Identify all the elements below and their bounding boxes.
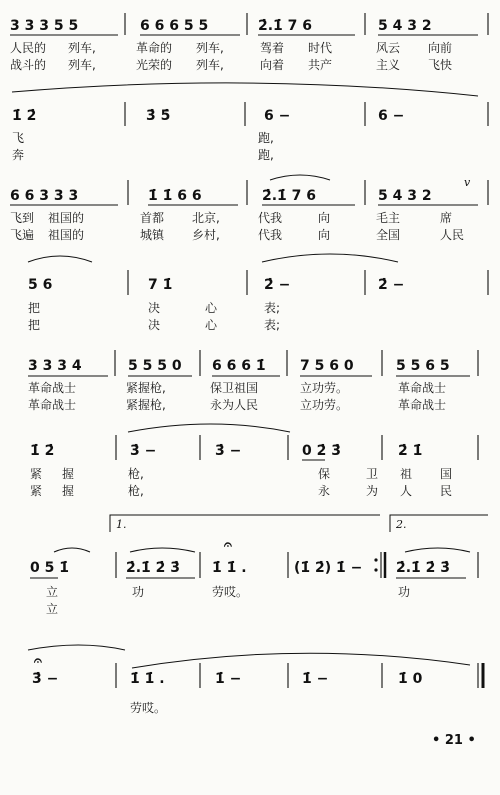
- system-1: [10, 13, 488, 72]
- lyric: 首都: [140, 211, 165, 225]
- measure-4-2: 7 1̇: [148, 277, 173, 293]
- lyric: 飞: [12, 131, 25, 145]
- page-number: • 21 •: [432, 733, 476, 748]
- measure-6-2: 3̇ −: [130, 443, 157, 459]
- volta-1-bracket: [110, 515, 380, 532]
- breath-mark: v: [464, 176, 471, 189]
- lyric: 革命战士: [398, 398, 447, 412]
- lyric: 全国: [376, 228, 401, 242]
- measure-7-3: 1̇ 1̇ .: [212, 560, 247, 576]
- slur: [128, 424, 290, 432]
- lyric: 表;: [264, 318, 281, 332]
- lyric: 祖: [400, 467, 413, 481]
- lyric: 革命战士: [28, 381, 77, 395]
- lyric: 奔: [12, 148, 25, 162]
- lyric: 代我: [258, 211, 283, 225]
- lyric: 功: [132, 585, 145, 599]
- lyric: 把: [28, 301, 41, 315]
- lyric: 祖国的: [48, 211, 85, 225]
- measure-2-4: 6 −: [378, 108, 405, 124]
- lyric: 民: [440, 484, 453, 498]
- measure-1-3: 2̇.1̇ 7 6: [258, 18, 313, 34]
- lyric: 心: [205, 318, 218, 332]
- lyric: 心: [205, 301, 218, 315]
- slur: [405, 548, 470, 552]
- lyric: 时代: [308, 41, 333, 55]
- slur: [132, 653, 470, 668]
- measure-5-1: 3 3 3 4: [28, 358, 82, 374]
- measure-7-5: 2̇.1̇ 2̇ 3̇: [396, 560, 451, 576]
- lyric: 握: [62, 484, 75, 498]
- slur: [28, 645, 125, 650]
- measure-1-4: 5 4 3 2: [378, 18, 432, 34]
- measure-8-1: 3̇ −: [32, 671, 59, 687]
- measure-8-4: 1̇ −: [302, 671, 329, 687]
- measure-6-3: 3̇ −: [215, 443, 242, 459]
- lyric: 紧: [30, 484, 43, 498]
- measure-4-3: 2̇ −: [264, 277, 291, 293]
- lyric: 决: [148, 318, 161, 332]
- lyric: 永: [318, 484, 331, 498]
- lyric: 功: [398, 585, 411, 599]
- lyric: 席: [440, 211, 453, 225]
- lyric: 跑,: [258, 131, 274, 145]
- lyric: 卫: [366, 467, 379, 481]
- lyric: 革命战士: [28, 398, 77, 412]
- fermata-icon: 𝄐: [224, 537, 232, 553]
- lyric: 国: [440, 467, 453, 481]
- volta-1-label: 1.: [116, 518, 127, 531]
- lyric: 列车,: [68, 58, 96, 72]
- fermata-icon: 𝄐: [34, 653, 42, 669]
- repeat-dot: [374, 558, 377, 561]
- measure-6-4: 0 2̇ 3̇: [302, 443, 341, 459]
- lyric: 列车,: [196, 41, 224, 55]
- lyric: 立: [46, 585, 59, 599]
- measure-1-1: 3 3 3 5 5: [10, 18, 79, 34]
- lyric: 保卫祖国: [210, 381, 259, 395]
- lyric: 立功劳。: [300, 398, 349, 412]
- slur: [130, 548, 195, 552]
- lyric: 光荣的: [136, 58, 173, 72]
- lyric: 跑,: [258, 148, 274, 162]
- lyric: 飞遍: [10, 228, 35, 242]
- lyric: 把: [28, 318, 41, 332]
- slur: [54, 548, 90, 552]
- measure-3-4: 5 4 3 2: [378, 188, 432, 204]
- measure-5-3: 6 6 6 1̇: [212, 358, 266, 374]
- system-8: [28, 645, 483, 715]
- measure-3-2: 1̇ 1̇ 6 6: [148, 188, 202, 204]
- measure-4-4: 2̇ −: [378, 277, 405, 293]
- measure-2-3: 6 −: [264, 108, 291, 124]
- lyric: 城镇: [140, 228, 165, 242]
- lyric: 紧握枪,: [126, 398, 166, 412]
- slur: [262, 254, 398, 262]
- lyric: 驾着: [260, 41, 285, 55]
- measure-1-2: 6 6 6 5 5: [140, 18, 209, 34]
- repeat-dot: [374, 568, 377, 571]
- system-4: [28, 254, 488, 332]
- lyric: 乡村,: [192, 228, 220, 242]
- system-2: [12, 83, 488, 162]
- slur: [12, 83, 478, 96]
- measure-3-3: 2̇.1̇ 7 6: [262, 188, 317, 204]
- lyric: 向: [318, 211, 331, 225]
- lyric: 握: [62, 467, 75, 481]
- lyric: 表;: [264, 301, 281, 315]
- lyric: 战斗的: [10, 58, 47, 72]
- lyric: 立功劳。: [300, 381, 349, 395]
- lyric: 列车,: [196, 58, 224, 72]
- lyric: 保: [318, 467, 331, 481]
- measure-6-1: 1̇ 2̇: [30, 443, 55, 459]
- lyric: 向着: [260, 58, 285, 72]
- lyric: 飞到: [10, 211, 35, 225]
- lyric: 代我: [258, 228, 283, 242]
- lyric: 人民: [440, 228, 465, 242]
- measure-2-2: 3̇ 5̇: [146, 108, 171, 124]
- lyric: 人: [400, 484, 413, 498]
- measure-4-1: 5 6: [28, 277, 53, 293]
- lyric: 革命战士: [398, 381, 447, 395]
- system-3: [10, 175, 488, 242]
- lyric: 劳哎。: [212, 585, 249, 599]
- measure-8-2: 1̇ 1̇ .: [130, 671, 165, 687]
- lyric: 立: [46, 602, 59, 616]
- lyric: 主义: [376, 58, 401, 72]
- lyric: 列车,: [68, 41, 96, 55]
- measure-8-3: 1̇ −: [215, 671, 242, 687]
- measure-6-5: 2̇ 1̇: [398, 443, 423, 459]
- lyric: 共产: [308, 58, 333, 72]
- lyric: 向: [318, 228, 331, 242]
- lyric: 飞快: [428, 58, 453, 72]
- measure-5-4: 7 5 6 0: [300, 358, 354, 374]
- lyric: 决: [148, 301, 161, 315]
- lyric: 劳哎。: [130, 701, 167, 715]
- system-6: [30, 424, 478, 498]
- measure-7-1: 0 5 1̇: [30, 560, 69, 576]
- lyric: 祖国的: [48, 228, 85, 242]
- lyric: 革命的: [136, 41, 173, 55]
- slur: [28, 256, 92, 262]
- slur: [270, 175, 330, 180]
- lyric: 毛主: [376, 211, 401, 225]
- lyric: 枪,: [128, 484, 144, 498]
- measure-8-5: 1̇ 0: [398, 671, 423, 687]
- lyric: 永为人民: [210, 398, 259, 412]
- lyric: 为: [366, 484, 379, 498]
- lyric: 枪,: [128, 467, 144, 481]
- lyric: 向前: [428, 41, 453, 55]
- system-5: [28, 350, 478, 412]
- measure-5-5: 5 5 6 5: [396, 358, 450, 374]
- measure-2-1: 1̇ 2̇: [12, 108, 37, 124]
- lyric: 北京,: [192, 211, 220, 225]
- measure-7-4: (1̇ 2̇) 1̇ −: [294, 560, 363, 576]
- lyric: 紧握枪,: [126, 381, 166, 395]
- lyric: 风云: [376, 41, 401, 55]
- system-7: [30, 515, 488, 616]
- lyric: 紧: [30, 467, 43, 481]
- volta-2-label: 2.: [396, 518, 407, 531]
- lyric: 人民的: [10, 41, 47, 55]
- measure-3-1: 6 6 3 3 3: [10, 188, 79, 204]
- measure-7-2: 2̇.1̇ 2̇ 3̇: [126, 560, 181, 576]
- measure-5-2: 5 5 5 0: [128, 358, 182, 374]
